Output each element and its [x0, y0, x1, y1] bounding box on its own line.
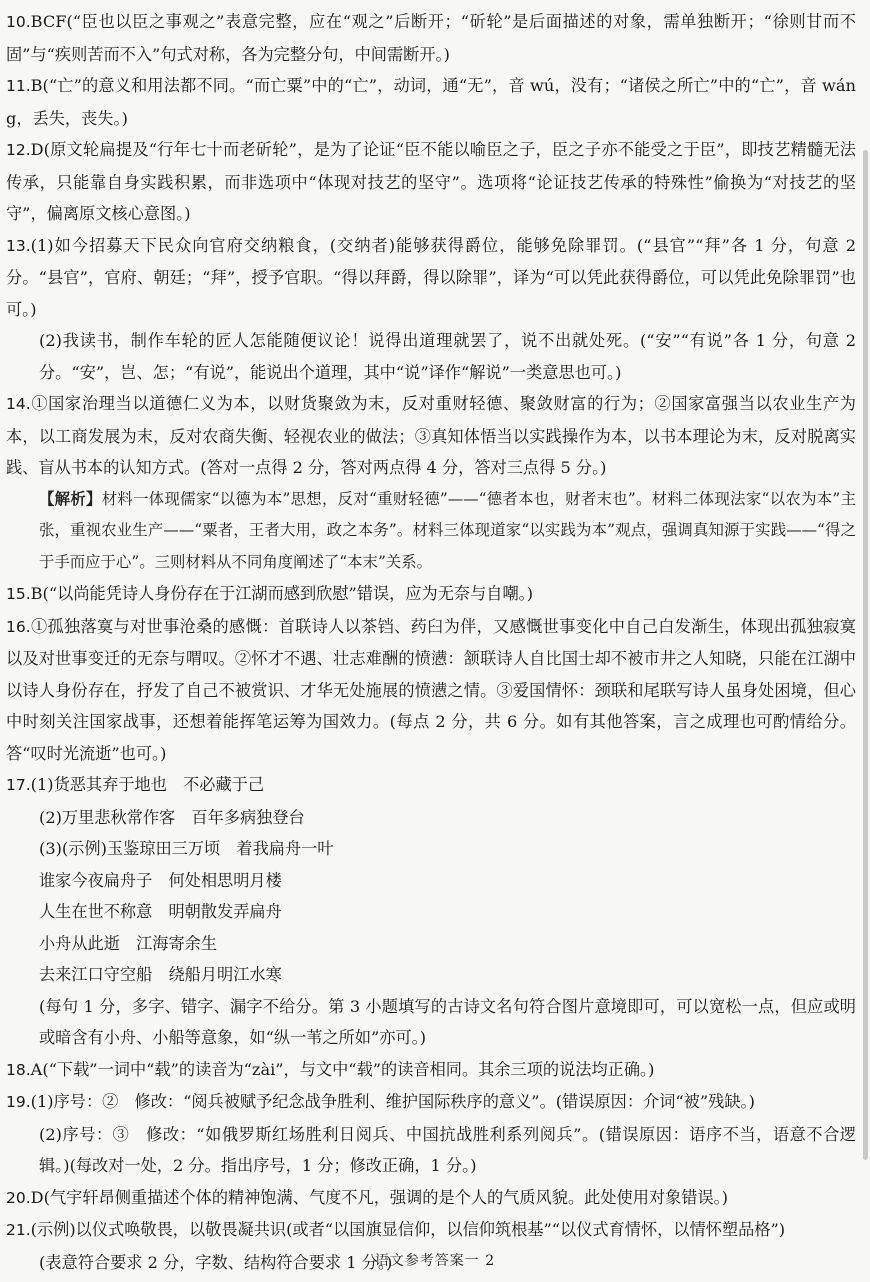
answer-20	[6, 1182, 856, 1215]
answer-text: 17.(1)货恶其弃于地也 不必藏于己	[6, 775, 265, 794]
analysis-note: 【解析】材料一体现儒家“以德为本”思想，反对“重财轻德”——“德者本也，财者末也”。材料二体现法家“以农为本”主张，重视农业生产——“粟者，王者大用，政之本务”。材料三体现道家“以实践为本”观点，强调真知源于实践——“得之于手而应于心”。三则材料从不同角度阐述了“本末”关系。	[39, 489, 856, 571]
answer-text: 18.A(“下载”一词中“载”的读音为“zài”，与文中“载”的读音相同。其余三项的说法均正确。)	[6, 1059, 655, 1079]
answer-11	[6, 70, 856, 134]
answer-16	[6, 611, 856, 770]
answer-15	[6, 578, 856, 611]
answer-14	[6, 388, 856, 578]
page-footer: 语文参考答案一 2	[374, 1253, 496, 1269]
answer-text: 11.B(“亡”的意义和用法都不同。“而亡粟”中的“亡”，动词，通“无”，音 wú，没有；“诸侯之所亡”中的“亡”，音 wáng，丢失，丧失。)	[6, 76, 856, 128]
answer-subitem: (2)序号：③ 修改：“如俄罗斯红场胜利日阅兵、中国抗战胜利系列阅兵”。(错误原因：语序不当，语意不合逻辑。)(每改对一处，2 分。指出序号，1 分；修改正确，1 分。)	[39, 1124, 856, 1175]
answer-text: 10.BCF(“臣也以臣之事观之”表意完整，应在“观之”后断开；“斫轮”是后面描述的对象，需单独断开；“徐则甘而不固”与“疾则苦而不入”句式对称，各为完整分句，中间需断开。)	[6, 12, 856, 64]
poem-example: 小舟从此逝 江海寄余生	[39, 933, 218, 953]
answer-text: 12.D(原文轮扁提及“行年七十而老斫轮”，是为了论证“臣不能以喻臣之子，臣之子亦不能受之于臣”，即技艺精髓无法传承，只能靠自身实践积累，而非选项中“体现对技艺的坚守”。选项将“论证技艺传承的特殊性”偷换为“对技艺的坚守”，偏离原文核心意图。)	[6, 140, 856, 223]
analysis-tag: 【解析】	[39, 489, 102, 508]
answer-text: 20.D(气宇轩昂侧重描述个体的精神饱满、气度不凡，强调的是个人的气质风貌。此处使用对象错误。)	[6, 1187, 729, 1207]
poem-example: 去来江口守空船 绕船月明江水寒	[39, 965, 282, 984]
answer-text: 16.①孤独落寞与对世事沧桑的感慨：首联诗人以茶铛、药臼为伴，又感慨世事变化中自己白发渐生，体现出孤独寂寞以及对世事变迁的无奈与喟叹。②怀才不遇、壮志难酬的愤懑：颔联诗人自比国士却不被市井之人知晓，只能在江湖中以诗人身份存在，抒发了自己不被赏识、才华无处施展的愤懑之情。③爱国情怀：颈联和尾联写诗人虽身处困境，但心中时刻关注国家战事，还想着能挥笔运筹为国效力。(每点 2 分，共 6 分。如有其他答案，言之成理也可酌情给分。答“叹时光流逝”也可。)	[6, 616, 856, 763]
answer-17	[6, 769, 856, 1054]
poem-example: 人生在世不称意 明朝散发弄扁舟	[39, 902, 282, 921]
answer-19	[6, 1086, 856, 1182]
answer-10	[6, 6, 856, 70]
scoring-note: (每句 1 分，多字、错字、漏字不给分。第 3 小题填写的古诗文名句符合图片意境即可，可以宽松一点，但应或明或暗含有小舟、小船等意象，如“纵一苇之所如”亦可。)	[39, 996, 856, 1047]
answer-subitem: (3)(示例)玉鉴琼田三万顷 着我扁舟一叶	[39, 839, 334, 858]
answer-13	[6, 230, 856, 389]
answer-subitem: (2)万里悲秋常作客 百年多病独登台	[39, 807, 305, 827]
poem-example: 谁家今夜扁舟子 何处相思明月楼	[39, 870, 282, 890]
scrollbar[interactable]	[863, 150, 868, 1160]
answer-text: 19.(1)序号：② 修改：“阅兵被赋予纪念战争胜利、维护国际秩序的意义”。(错误原因：介词“被”残缺。)	[6, 1092, 755, 1111]
answer-text: 21.(示例)以仪式唤敬畏，以敬畏凝共识(或者“以国旗显信仰，以信仰筑根基”“以仪式育情怀，以情怀塑品格”)	[6, 1220, 786, 1239]
answer-subitem: (2)我读书，制作车轮的匠人怎能随便议论！说得出道理就罢了，说不出就处死。(“安”“有说”各 1 分，句意 2 分。“安”，岂、怎；“有说”，能说出个道理，其中“说”译作“解说”一类意思也可。)	[39, 331, 856, 382]
answer-12	[6, 134, 856, 230]
answer-18	[6, 1054, 856, 1087]
answer-text: 13.(1)如今招募天下民众向官府交纳粮食，(交纳者)能够获得爵位，能够免除罪罚。(“县官”“拜”各 1 分，句意 2 分。“县官”，官府、朝廷；“拜”，授予官职。“得以拜爵，得以除罪”，译为“可以凭此获得爵位，可以凭此免除罪罚”也可。)	[6, 235, 856, 319]
answer-text: 14.①国家治理当以道德仁义为本，以财货聚敛为末，反对重财轻德、聚敛财富的行为；②国家富强当以农业生产为本，以工商发展为末，反对农商失衡、轻视农业的做法；③真知体悟当以实践操作为本，以书本理论为末，反对脱离实践、盲从书本的认知方式。(答对一点得 2 分，答对两点得 4 分，答对三点得 5 分。)	[6, 394, 856, 477]
scoring-note: (表意符合要求 2 分，字数、结构符合要求 1 分。)	[39, 1252, 393, 1272]
answer-text: 15.B(“以尚能凭诗人身份存在于江湖而感到欣慰”错误，应为无奈与自嘲。)	[6, 584, 534, 603]
